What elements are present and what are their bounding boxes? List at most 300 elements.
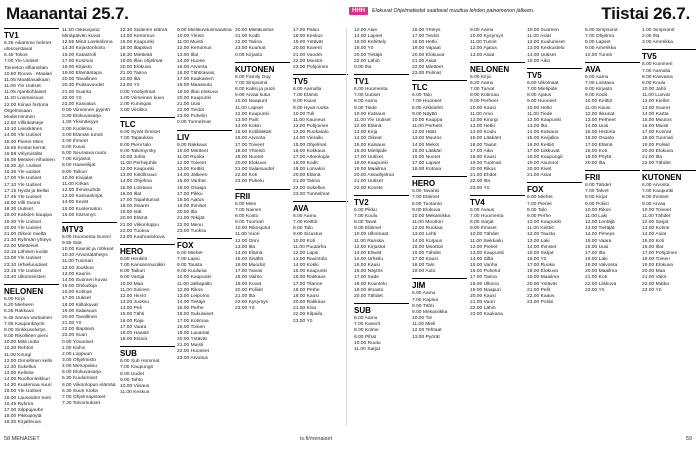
program-item: 15.00 Lääkäri (412, 148, 442, 154)
program-item: 9.00 Sisustus (293, 232, 323, 238)
program-item: 6.25 Aikamme helmet ulosovistavat (4, 41, 52, 53)
program-item: 13.00 Juoksu (120, 300, 150, 306)
program-item: 7.00 Ohjelmapisteet (62, 394, 106, 400)
listing-column (642, 28, 696, 426)
program-item: 21.00 Valot (642, 275, 667, 281)
program-item: 18.00 Tuomari (642, 136, 674, 142)
program-item: 9.55 Sää (62, 241, 82, 246)
program-item: 15.00 Sarjat (527, 250, 554, 256)
program-item: 10.00 Kaupunki (527, 220, 561, 226)
program-item: 19.00 Poliisit (642, 142, 670, 148)
program-item: 9.00 Rikollinen pieni (4, 334, 48, 340)
program-item: 16.35 Yle uutiset (4, 170, 41, 176)
program-item: 10.00 Katsaus (354, 111, 386, 117)
listing-column (354, 28, 409, 426)
program-item: 18.30 Mietteitä (120, 52, 153, 58)
program-item: 2.00 Kuolema (62, 126, 93, 132)
program-item: 19.00 Isät (120, 210, 142, 216)
program-item: 8.00 Uudet (120, 371, 144, 377)
program-item: 7.00 Huoneet (412, 99, 442, 105)
program-item: 22.00 Koti (235, 173, 258, 179)
program-item: 15.00 Kivijalka (527, 136, 559, 142)
program-item: 10.30 Arvontalähetys (62, 253, 108, 259)
program-item: 10.00 Kysymys (470, 34, 504, 40)
program-item: 22.00 Iltapäivä (62, 327, 94, 333)
program-item: 19.00 Kausi (293, 293, 319, 299)
program-item: 9.00 Perhe (527, 213, 551, 219)
program-item: 17.00 Ilta (585, 250, 606, 256)
program-item: 19.00 Illan ohjelmat (120, 58, 163, 64)
program-item: 14.00 Katsaus (527, 130, 559, 136)
program-item: 23.00 Kaukana (470, 312, 503, 318)
program-item: 14.00 Ruohonleikkuri (4, 377, 50, 383)
program-item: 11.00 Ranska (354, 238, 384, 244)
program-item: 7.00 Eläimet (412, 195, 440, 201)
program-item: 22.00 Liikkuva (585, 281, 617, 287)
program-item: 11.05 Ajankohtaiset (4, 90, 47, 96)
program-item: 22.00 Ilta (470, 179, 491, 185)
program-item: 20.00 Rikos (470, 167, 496, 173)
program-item: 20.00 Kivet (527, 167, 552, 173)
program-item: 3.00 Ohjelmisto (62, 357, 96, 363)
program-item: 17.15 Hyvät ja Bellat (4, 188, 49, 194)
program-item: 15.00 Moottori (412, 244, 444, 250)
program-item: 13.00 Parit (235, 117, 259, 123)
program-item: 12.00 Kaupunki (527, 117, 561, 123)
program-item: 12.30 Sukellus (4, 364, 37, 370)
program-item: 21.00 Ehdot (470, 173, 497, 179)
program-item: 16.00 Muodot (235, 263, 265, 269)
program-item: 9.00 Vartija (120, 275, 145, 281)
program-item: 19.00 Tuomari (470, 160, 502, 166)
program-item: 1.00 Simpsonit (642, 28, 675, 33)
program-item: 9.00 Mekaniikka (412, 309, 448, 315)
program-item: 21.30 Ryhmän yhteys (4, 238, 52, 243)
program-item: 23.00 Puhelin (177, 114, 207, 120)
program-item: 18.00 Kaupunki (354, 160, 388, 166)
program-item: 10.00 Kaupunki (177, 275, 211, 281)
program-item: 6.00 Arvonta (642, 183, 670, 189)
program-item: 13.10 Leisskänen (4, 127, 43, 133)
program-item: 16.00 Rakkaus (293, 275, 326, 281)
program-item: 15.00 Arvonta (177, 64, 208, 70)
program-item: 23.00 Yö (235, 306, 255, 312)
program-item: 12.00 Elämä (354, 124, 382, 130)
program-item: 17.00 Vaara (120, 324, 147, 330)
program-item: 17.00 Paluu (293, 28, 320, 33)
program-item: 17.00 Kausi (412, 257, 438, 262)
program-item: 12.00 Onni (235, 238, 259, 244)
program-item: 11.00 Perheet (412, 124, 443, 130)
program-item: 16.00 Nuoret (412, 154, 441, 160)
program-item: 21.00 Asiat (412, 58, 437, 64)
program-item: 16.00 Osaaja (177, 185, 207, 191)
program-item: 13.00 Kaunis (62, 271, 91, 277)
program-item: 16.00 Katastrofi (62, 52, 97, 58)
channel-heading: TV5 (642, 49, 696, 62)
program-item: 1.00 Yksinäisyys (62, 120, 99, 126)
program-item: 20.00 Elokuva (120, 64, 151, 70)
program-item: 23.00 Tunnelmat (293, 191, 330, 197)
program-item: 17.45 Yle Uutiset (4, 194, 42, 200)
listing-column (177, 28, 232, 426)
program-item: 13.00 Ilta (235, 244, 256, 250)
program-item: 13.00 Muutos (412, 136, 442, 142)
program-item: 10.00 Ruutu (354, 340, 381, 346)
program-item: 9.00 Rakkaus (177, 142, 207, 148)
program-item: 16.00 Puhelut (470, 269, 501, 275)
program-item: 9.00 Tiede (354, 105, 377, 111)
program-item: 11.00 Seikkailu (470, 238, 503, 244)
right-page-title: Tiistai 26.7. (601, 4, 690, 23)
program-item: 15.00 Muutos (642, 117, 672, 123)
program-item: 9.00 Aamu (470, 28, 494, 33)
program-item: 8.00 Kasvatus (642, 74, 673, 80)
program-item: 11.00 Lapset (235, 105, 263, 111)
program-item: 12.00 Ihmissuhde (62, 188, 101, 194)
program-item: 6.00 Kirja (470, 74, 491, 80)
program-item: 1.00 Kahvi (62, 345, 86, 351)
program-item: 8.00 Kosto (235, 213, 259, 219)
program-item: 13.00 Laki (527, 238, 550, 244)
program-item: 7.00 Kaverit (354, 322, 381, 328)
program-item: 22.00 Kooste (354, 185, 383, 191)
program-item: 23.10 Urheiluuutiset (4, 262, 48, 268)
program-item: 7.00 Turvat (470, 87, 495, 93)
program-item: 17.00 Pohjoinen (642, 250, 678, 256)
program-item: 19.00 Nuoret (235, 154, 264, 160)
program-item: 9.00 Koulu (642, 80, 666, 86)
program-item: 6.00 Huomenta (354, 87, 388, 93)
program-item: 17.00 Kunnat (642, 130, 672, 136)
program-item: 0.00 Yöuutiset (62, 339, 94, 345)
program-item: 16.00 Uusi (585, 244, 609, 250)
program-item: 22.00 Muistot (293, 58, 323, 64)
footer-url: is.fi/menaiset (300, 436, 333, 442)
program-item: 12.30 Sisäinen elämä (120, 28, 168, 33)
program-item: 10.00 Tuli (293, 111, 315, 117)
program-item: 4.00 Menopaluu (62, 364, 98, 370)
channel-heading: KUTONEN (642, 170, 696, 183)
program-item: 2.00 Loppuun (62, 351, 92, 357)
program-item: 8.00 Lapset (585, 40, 611, 46)
program-item: 22.00 Kaaos (527, 293, 555, 299)
program-item: 6.00 Pikku (354, 207, 377, 213)
program-item: 14.00 Mekot (412, 142, 439, 148)
program-item: 7.30 Toivomukset (62, 401, 100, 407)
program-item: 17.00 Yle Uutiset (4, 176, 42, 182)
program-item: 14.00 Kokin (235, 124, 261, 130)
channel-heading: HERO (412, 176, 467, 189)
program-item: 14.00 Uusi (585, 124, 609, 130)
program-item: 9.00 Amerikka (585, 46, 616, 52)
program-item: 18.00 Toinen (177, 324, 205, 330)
program-item: 7.00 Nainen (235, 207, 262, 213)
program-item: 22.00 Kysymys (235, 300, 269, 306)
program-item: 7.00 Uutiset (354, 93, 381, 99)
program-item: 10.30 Rehtori (4, 346, 34, 352)
program-item: 13.00 Kaupunki (470, 250, 504, 256)
program-item: 17.00 Tiedot (412, 34, 439, 40)
program-item: 14.30 Kuolemaa suuri (4, 383, 52, 389)
program-item: 7.00 Koulu (354, 213, 378, 219)
program-item: 23.40 Ulkoministeri (4, 274, 46, 280)
program-item: 15.00 Lääkärit (470, 136, 501, 142)
program-item: 14.00 Kertomus (120, 34, 155, 40)
channel-heading: NELONEN (470, 62, 525, 75)
program-item: 23.00 Pulmat (412, 71, 441, 77)
program-item: 17.00 Tapahtumat (120, 197, 160, 203)
program-item: 19.00 Auto (412, 269, 436, 275)
program-item: 11.00 Kauneus (293, 117, 326, 123)
program-item: 9.00 Elokuva (412, 207, 441, 213)
program-item: 6.00 Ulkomaat (527, 80, 559, 86)
program-item: 20.00 Kaverit (293, 46, 322, 52)
program-item: 12.00 Tehtaat (412, 328, 442, 334)
program-item: 10.00 Kausi (470, 105, 496, 111)
footer-left (4, 436, 40, 442)
listing-column (470, 28, 525, 426)
program-item: 15.00 Ohjelmat (293, 142, 327, 148)
program-item: 23.00 Suuri (62, 333, 88, 339)
left-page-number: 58 (4, 436, 11, 442)
program-item: 8.00 Arkkitehti (412, 105, 443, 111)
program-item: 17.00 Lapset (412, 160, 441, 166)
program-item: 11.00 Tähdet (642, 213, 671, 219)
page-footer (0, 433, 696, 447)
program-item: 8.00 Kaksi ja puoli (235, 87, 275, 93)
program-item: 14.00 Jälkeen (177, 173, 208, 179)
program-item: 8.00 Kirjasto (585, 87, 613, 93)
program-item: 23.00 Pohjoinen (293, 64, 329, 70)
program-item: 18.00 Yhteisö (235, 148, 265, 154)
program-item: 18.00 Sisaret (120, 204, 149, 210)
program-item: 11.00 Tunnit (470, 40, 497, 46)
program-item: 19.30 Yle Uutiset (4, 219, 42, 225)
program-item: 11.00 Ruoka (177, 154, 205, 160)
program-item: 13.00 Elävät (354, 250, 382, 256)
program-item: 14.00 Oikeat (354, 136, 382, 142)
program-item: 16.00 Osasto (585, 136, 615, 142)
program-item: 19.00 Valvonta (585, 263, 618, 269)
program-item: 20.00 Poliisit (235, 287, 263, 293)
program-item: 6.00 Mies (235, 201, 257, 207)
program-item: 13.00 Suuret (642, 105, 671, 111)
program-item: 7.00 Pienet (527, 201, 552, 207)
program-item: 15.00 Kotilääkäri (235, 130, 272, 136)
program-item: 23.00 Yö (642, 287, 662, 293)
channel-heading: FOX (527, 182, 582, 195)
program-item: 20.00 Maa (642, 269, 666, 275)
program-item: 11.00 Kirurgi (4, 352, 32, 358)
program-item: 8.00 Kausi (293, 99, 317, 105)
program-item: 13.00 Ilta (527, 124, 548, 130)
program-item: 21.00 Asiat (527, 173, 552, 179)
program-item: 1.00 Viimeinen kuva (120, 95, 164, 101)
program-item: 12.00 Alue (354, 28, 378, 33)
channel-heading: FOX (177, 238, 232, 251)
program-item: 13.00 Keittiö (177, 167, 205, 173)
program-item: 21.00 Tarina (293, 179, 320, 185)
program-item: 21.00 Suunta (62, 89, 92, 95)
program-item: 12.00 Sarjat (642, 220, 669, 226)
program-item: 13.00 Kansankirjat (62, 194, 103, 200)
program-item: 7.00 Yle Uutiset (4, 59, 39, 65)
program-item: 23.00 Puhelu (235, 179, 264, 185)
program-item: 15.00 Historia (585, 130, 616, 136)
program-item: 16.00 Muisti (642, 124, 669, 130)
program-item: 18.00 Perhe (293, 287, 320, 293)
program-item: 8.00 Kirjat (585, 195, 608, 201)
program-item: 0.00 Kirjasto (235, 52, 263, 58)
program-item: 6.00 Seuraava ruutu (62, 151, 107, 157)
program-item: 6.00 Kirja (4, 297, 25, 303)
program-item: 10.00 Ulkomaat (354, 232, 389, 238)
program-item: 16.00 Yö (527, 257, 547, 262)
program-item: 20.00 Ilta (585, 160, 606, 166)
program-item: 10.00 Kivijalat (62, 175, 93, 181)
program-item: 19.00 Ystävät (293, 40, 323, 46)
listing-column (293, 28, 348, 426)
program-item: 14.00 Ohjelma (120, 179, 152, 185)
program-item: 9.00 Arvaa (642, 201, 666, 207)
program-item: 14.00 Koulu (470, 130, 497, 136)
program-item: 14.00 Pimeys (585, 232, 615, 238)
program-item: 22.00 Matka (642, 281, 669, 287)
program-item: 17.00 Tarina (470, 275, 497, 281)
program-item: 6.25 Rakkaus (4, 309, 34, 315)
program-item: 12.00 Joukkue (62, 265, 94, 271)
listing-column (4, 28, 59, 426)
program-item: 12.00 Ikkunat (585, 111, 615, 117)
program-item: 13.00 Leipomo (177, 293, 210, 299)
program-item: 15.00 Ohikulkija (62, 284, 97, 290)
program-item: 19.00 Illan elokuva (177, 89, 218, 95)
program-item: Toimeton elfiansilain (4, 65, 49, 71)
program-item: 11.05 Maatilasaikaan (4, 77, 50, 83)
program-item: 7.00 Elämä (293, 93, 318, 99)
program-item: 8.00 Kotimaa (470, 93, 499, 99)
program-item: 18.00 Iltapäivä (120, 46, 152, 52)
program-item: 17.00 Uutiset (62, 296, 91, 302)
program-item: 16.00 Kehittely (354, 40, 387, 46)
program-item: 6.00 Aamu (412, 291, 436, 297)
program-item: 16.00 Mielipide (354, 148, 387, 154)
program-item: 18.00 Kausi (470, 154, 496, 160)
program-item: 12.00 Kiinan historia (4, 102, 49, 108)
program-item: 20.00 Tavallinen (62, 77, 98, 83)
channel-heading: TV5 (527, 68, 582, 81)
program-item: 22.00 Sukellus (293, 185, 326, 191)
program-item: 21.00 Oikein mieltä (4, 231, 46, 237)
program-item: 22.00 Lähiö (354, 58, 380, 64)
program-item: 22.00 Mietteet (412, 64, 443, 70)
channel-heading: JIM (412, 278, 467, 291)
program-item: 19.00 Lomaksi (293, 167, 325, 173)
program-item: 10.00 Mitä uutta (4, 340, 40, 346)
program-item: 16.00 Lauseiden tunti (4, 395, 51, 401)
program-item: 17.00 Uutiset (354, 154, 383, 160)
program-item: 23.00 Yö (585, 287, 605, 293)
program-item: 23.00 Arvoitus (177, 355, 208, 361)
program-item: 18.00 Elokuva (527, 269, 558, 275)
program-item: 12.00 Häät (412, 130, 436, 136)
program-item: 6.00 Sub Hommat (120, 359, 160, 365)
program-item: 12.00 Pohjoinen (293, 124, 329, 130)
program-item: 11.00 Yle Uutiset (354, 117, 391, 123)
program-item: 11.00 Keskus (120, 389, 150, 395)
program-item: 10.00 Toiveet (642, 207, 672, 213)
program-item: 20.00 Yle Uutiset (4, 225, 42, 231)
program-item: 16.00 Yhteys (412, 28, 441, 33)
program-item: 20.00 Tietäjä (354, 52, 383, 58)
program-item: 21.00 Tekijät (177, 216, 205, 222)
program-item: 22.00 Yö (62, 95, 82, 101)
program-item: 10.00 Mekaniikka (412, 213, 451, 219)
program-item: 6.00 Kummeri (642, 62, 673, 68)
program-item: 14.00 Elämä (235, 250, 263, 256)
program-item: 18.00 Maaseutu (177, 83, 213, 89)
channel-heading: AVA (585, 62, 640, 75)
program-item: 8.00 Ihmiset (642, 195, 669, 201)
program-item: 18.00 Vaihto (235, 275, 263, 281)
program-item: 15.00 Vaara (585, 238, 612, 244)
program-item: 6.00 Simpsonit (585, 28, 618, 33)
program-item: 6.00 Tähdet (585, 183, 612, 189)
program-item: 7.00 Mielipide (527, 87, 558, 93)
program-item: 19.00 Asunnot (527, 160, 559, 166)
program-item: 6.00 Viikonlopun elämää (62, 382, 116, 388)
program-item: 21.00 Yö (62, 321, 82, 327)
program-item: 18.00 Kaupungit (527, 154, 563, 160)
program-item: 6.00 Miehet (527, 195, 553, 201)
program-item: 22.15 Lähisen luolat (4, 250, 48, 256)
program-item: 22.00 Tuoksu (120, 228, 150, 234)
channel-heading: HERO (120, 244, 175, 257)
program-item: 9.00 Näyttö (412, 111, 438, 117)
program-item: 0.00 Yöohjelmat (120, 89, 156, 95)
program-item: 19.00 Salaisuus (62, 308, 97, 314)
program-item: 13.00 Kiitollisuus (120, 173, 157, 179)
program-item: 16.00 Tähdet (412, 250, 441, 256)
program-item: 7.00 Tapauksia (120, 136, 153, 142)
program-item: 9.00 Huoneet (527, 99, 557, 105)
program-item: 21.00 Kisa (293, 306, 317, 312)
left-page-title: Maanantai 25.7. (6, 4, 129, 23)
program-item: 21.00 Tarina (120, 71, 147, 77)
program-item: 11.00 Perhejuhla (120, 160, 157, 166)
program-item: Minäpäivän kuvat (62, 34, 101, 40)
channel-heading: SUB (354, 303, 409, 316)
program-item: 8.00 Sarjat (470, 220, 494, 226)
program-item: 8.00 Tavat (354, 220, 377, 226)
listing-column (235, 28, 290, 426)
program-item: 11.00 Mieli (412, 322, 436, 328)
program-item: 19.00 Maailma (527, 275, 560, 281)
program-item: 11.00 Moottori (412, 220, 443, 226)
program-item: 12.00 Lentäjä (585, 220, 615, 226)
channel-heading: SUB (120, 346, 175, 359)
program-item: 15.58 Vrilymistilät (4, 151, 43, 157)
program-item: 12.00 Ruokaa (412, 226, 443, 232)
program-item: 20.00 Elokuva (235, 160, 266, 166)
program-item: 13.00 Kirja (354, 130, 378, 136)
program-item: 23.00 Kuumat (235, 46, 266, 52)
program-item: 23.00 Yö (470, 185, 490, 191)
program-item: 15.00 Vanha (470, 263, 498, 269)
program-item: 9.00 Eläimet (354, 226, 382, 232)
program-item: 3.00 Viisikko (120, 108, 148, 114)
